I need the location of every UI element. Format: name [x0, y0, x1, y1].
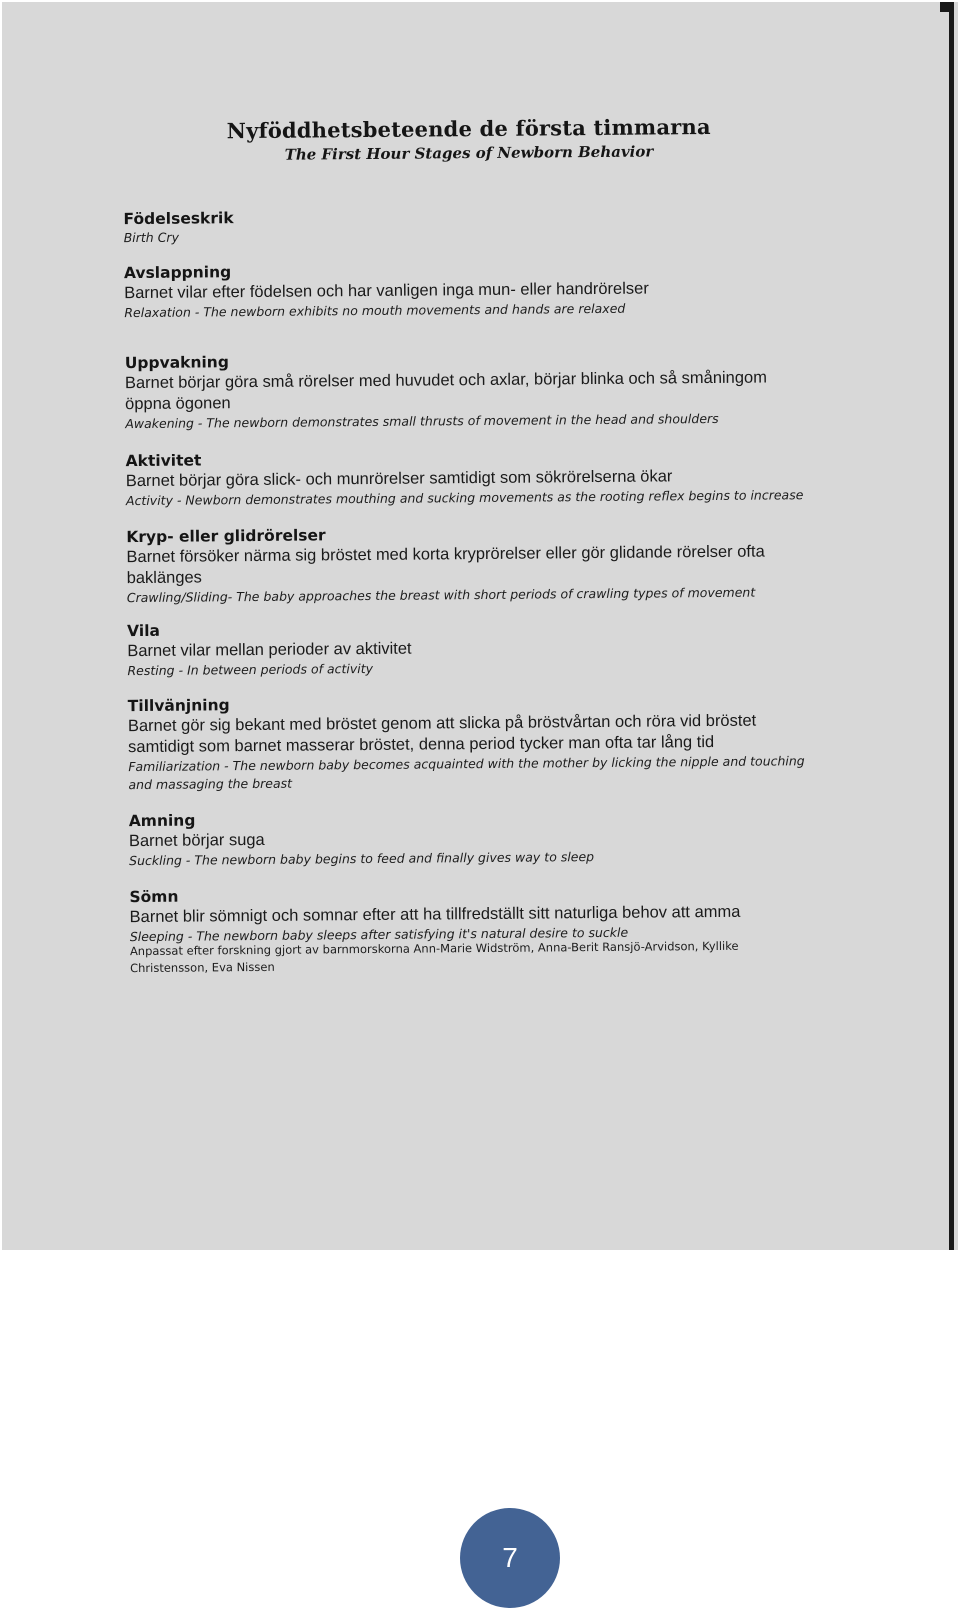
stage-relaxation — [124, 257, 814, 322]
stage-activity — [126, 445, 816, 510]
document-subtitle: The First Hour Stages of Newborn Behavior — [284, 142, 654, 164]
page-number: 7 — [502, 1542, 518, 1573]
stage-list — [123, 203, 823, 945]
stage-english: Crawling/Sliding- The baby approaches the breast with short periods of crawling types of movement — [126, 584, 756, 606]
stage-awakening — [125, 347, 816, 433]
stage-english: Resting - In between periods of activity — [127, 660, 374, 679]
stage-heading: Kryp- eller glidrörelser — [126, 526, 326, 547]
stage-swedish: Barnet blir sömnigt och somnar efter att ha tillfredställt sitt naturliga behov att amma — [129, 902, 741, 927]
stage-heading: Tillvänjning — [127, 696, 230, 716]
stage-heading: Födelseskrik — [123, 209, 234, 229]
title-block — [2, 112, 939, 166]
stage-swedish: Barnet gör sig bekant med bröstet genom att slicka på bröstvårtan och röra vid bröstet samtidigt som barnet masserar bröstet, denna period tycker man ofta tar lång tid — [127, 711, 757, 757]
scanned-sheet — [2, 2, 958, 1250]
stage-heading: Aktivitet — [125, 451, 202, 471]
stage-birth-cry — [123, 203, 813, 247]
stage-heading: Avslappning — [123, 263, 232, 283]
sheet-content — [2, 2, 958, 1250]
stage-swedish: Barnet vilar mellan perioder av aktivitet — [127, 639, 412, 661]
stage-english: Sleeping - The newborn baby sleeps after satisfying it's natural desire to suckle — [129, 924, 629, 945]
stage-english: Relaxation - The newborn exhibits no mouth movements and hands are relaxed — [124, 300, 626, 321]
stage-english: Suckling - The newborn baby begins to feed and finally gives way to sleep — [129, 849, 595, 869]
stage-suckling — [129, 805, 819, 870]
research-credit: Anpassat efter forskning gjort av barnmorskorna Ann-Marie Widström, Anna-Berit Ransjö-Arvidson, Kyllike Christensson, Eva Nissen — [129, 938, 739, 976]
stage-sleeping — [129, 881, 819, 946]
stage-heading: Uppvakning — [124, 353, 229, 373]
stage-english: Familiarization - The newborn baby becomes acquainted with the mother by licking the nipple and touching and massaging the breast — [128, 753, 805, 793]
stage-swedish: Barnet börjar göra slick- och munrörelser samtidigt som sökrörelserna ökar — [125, 467, 673, 491]
stage-resting — [127, 615, 817, 680]
stage-swedish: Barnet försöker närma sig bröstet med korta kryprörelser eller gör glidande rörelser ofta baklänges — [126, 542, 765, 588]
stage-heading: Vila — [127, 621, 161, 641]
stage-english: Birth Cry — [123, 229, 179, 246]
stage-swedish: Barnet börjar suga — [128, 830, 265, 851]
stage-english: Awakening - The newborn demonstrates small thrusts of movement in the head and shoulders — [125, 410, 719, 432]
stage-swedish: Barnet börjar göra små rörelser med huvudet och axlar, börjar blinka och så småningom öppna ögonen — [124, 368, 768, 414]
stage-swedish: Barnet vilar efter födelsen och har vanligen inga mun- eller handrörelser — [124, 279, 649, 303]
document-title: Nyföddhetsbeteende de första timmarna — [226, 113, 711, 144]
stage-crawling — [126, 521, 817, 607]
stage-familiarization — [128, 690, 819, 794]
stage-english: Activity - Newborn demonstrates mouthing and sucking movements as the rooting reflex begins to increase — [125, 487, 804, 509]
page-number-badge — [460, 1508, 560, 1608]
stage-heading: Amning — [128, 811, 196, 831]
stage-heading: Sömn — [129, 887, 179, 907]
